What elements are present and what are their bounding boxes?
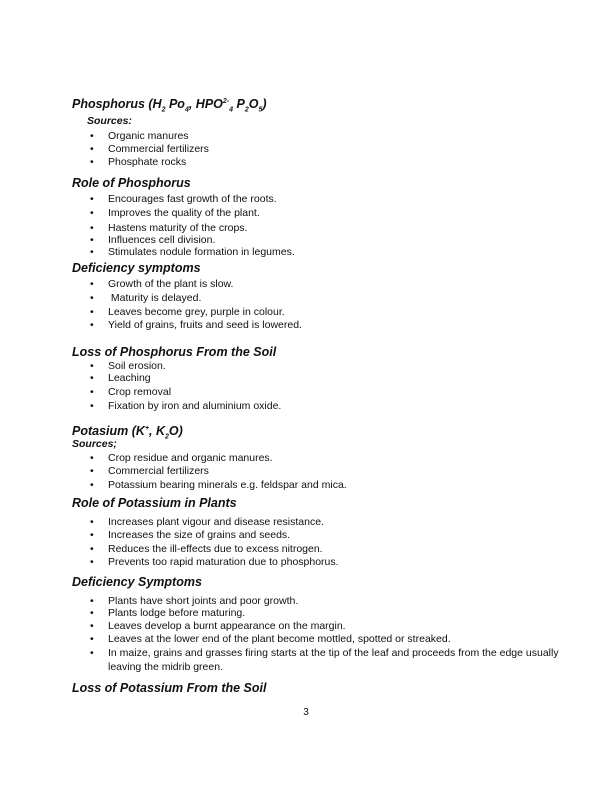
phosphorus-heading: Phosphorus ($H_2$ $Po_4$, $HPO^{2-}_4$ $P_2O_5$): [72, 97, 267, 114]
list-item: • Commercial fertilizers: [90, 465, 209, 477]
list-item: • Influences cell division.: [90, 234, 216, 246]
list-item: • Encourages fast growth of the roots.: [90, 193, 277, 205]
list-item: • Leaching: [90, 372, 151, 384]
role-heading: Role of Potassium in Plants: [72, 496, 237, 510]
loss-heading: Loss of Phosphorus From the Soil: [72, 345, 277, 359]
potassium-heading: Potasium (K+, $K_2O$): [72, 424, 183, 441]
list-item: • Growth of the plant is slow.: [90, 278, 234, 290]
list-item: • Crop residue and organic manures.: [90, 452, 273, 464]
list-item: • Stimulates nodule formation in legumes.: [90, 246, 295, 258]
list-item: • Leaves become grey, purple in colour.: [90, 306, 285, 318]
list-item: • Phosphate rocks: [90, 156, 187, 168]
list-item: • In maize, grains and grasses firing starts at the tip of the leaf and proceeds from the edge usually leaving the midrib green.: [90, 647, 559, 673]
list-item: • Organic manures: [90, 130, 189, 142]
list-item: • Potassium bearing minerals e.g. feldspar and mica.: [90, 479, 347, 491]
list-item: • Leaves develop a burnt appearance on the margin.: [90, 620, 346, 632]
list-item: • Reduces the ill-effects due to excess nitrogen.: [90, 543, 323, 555]
page-number: 3: [303, 707, 309, 718]
list-item: • Maturity is delayed.: [90, 292, 202, 304]
list-item: • Increases the size of grains and seeds.: [90, 529, 291, 541]
list-item: • Hastens maturity of the crops.: [90, 222, 248, 234]
list-item: • Improves the quality of the plant.: [90, 207, 260, 219]
role-heading: Role of Phosphorus: [72, 176, 191, 190]
list-item: • Yield of grains, fruits and seed is lowered.: [90, 319, 302, 331]
list-item: • Fixation by iron and aluminium oxide.: [90, 400, 282, 412]
deficiency-heading: Deficiency Symptoms: [72, 575, 202, 589]
list-item: • Crop removal: [90, 386, 172, 398]
sources-label: Sources:: [87, 115, 132, 127]
list-item: • Prevents too rapid maturation due to phosphorus.: [90, 556, 339, 568]
list-item: • Plants have short joints and poor growth.: [90, 595, 299, 607]
deficiency-heading: Deficiency symptoms: [72, 261, 201, 275]
list-item: • Soil erosion.: [90, 360, 166, 372]
sources-label: Sources;: [72, 438, 117, 450]
loss-heading: Loss of Potassium From the Soil: [72, 681, 267, 695]
list-item: • Leaves at the lower end of the plant become mottled, spotted or streaked.: [90, 633, 451, 645]
list-item: • Commercial fertilizers: [90, 143, 209, 155]
list-item: • Plants lodge before maturing.: [90, 607, 246, 619]
list-item: • Increases plant vigour and disease resistance.: [90, 516, 324, 528]
